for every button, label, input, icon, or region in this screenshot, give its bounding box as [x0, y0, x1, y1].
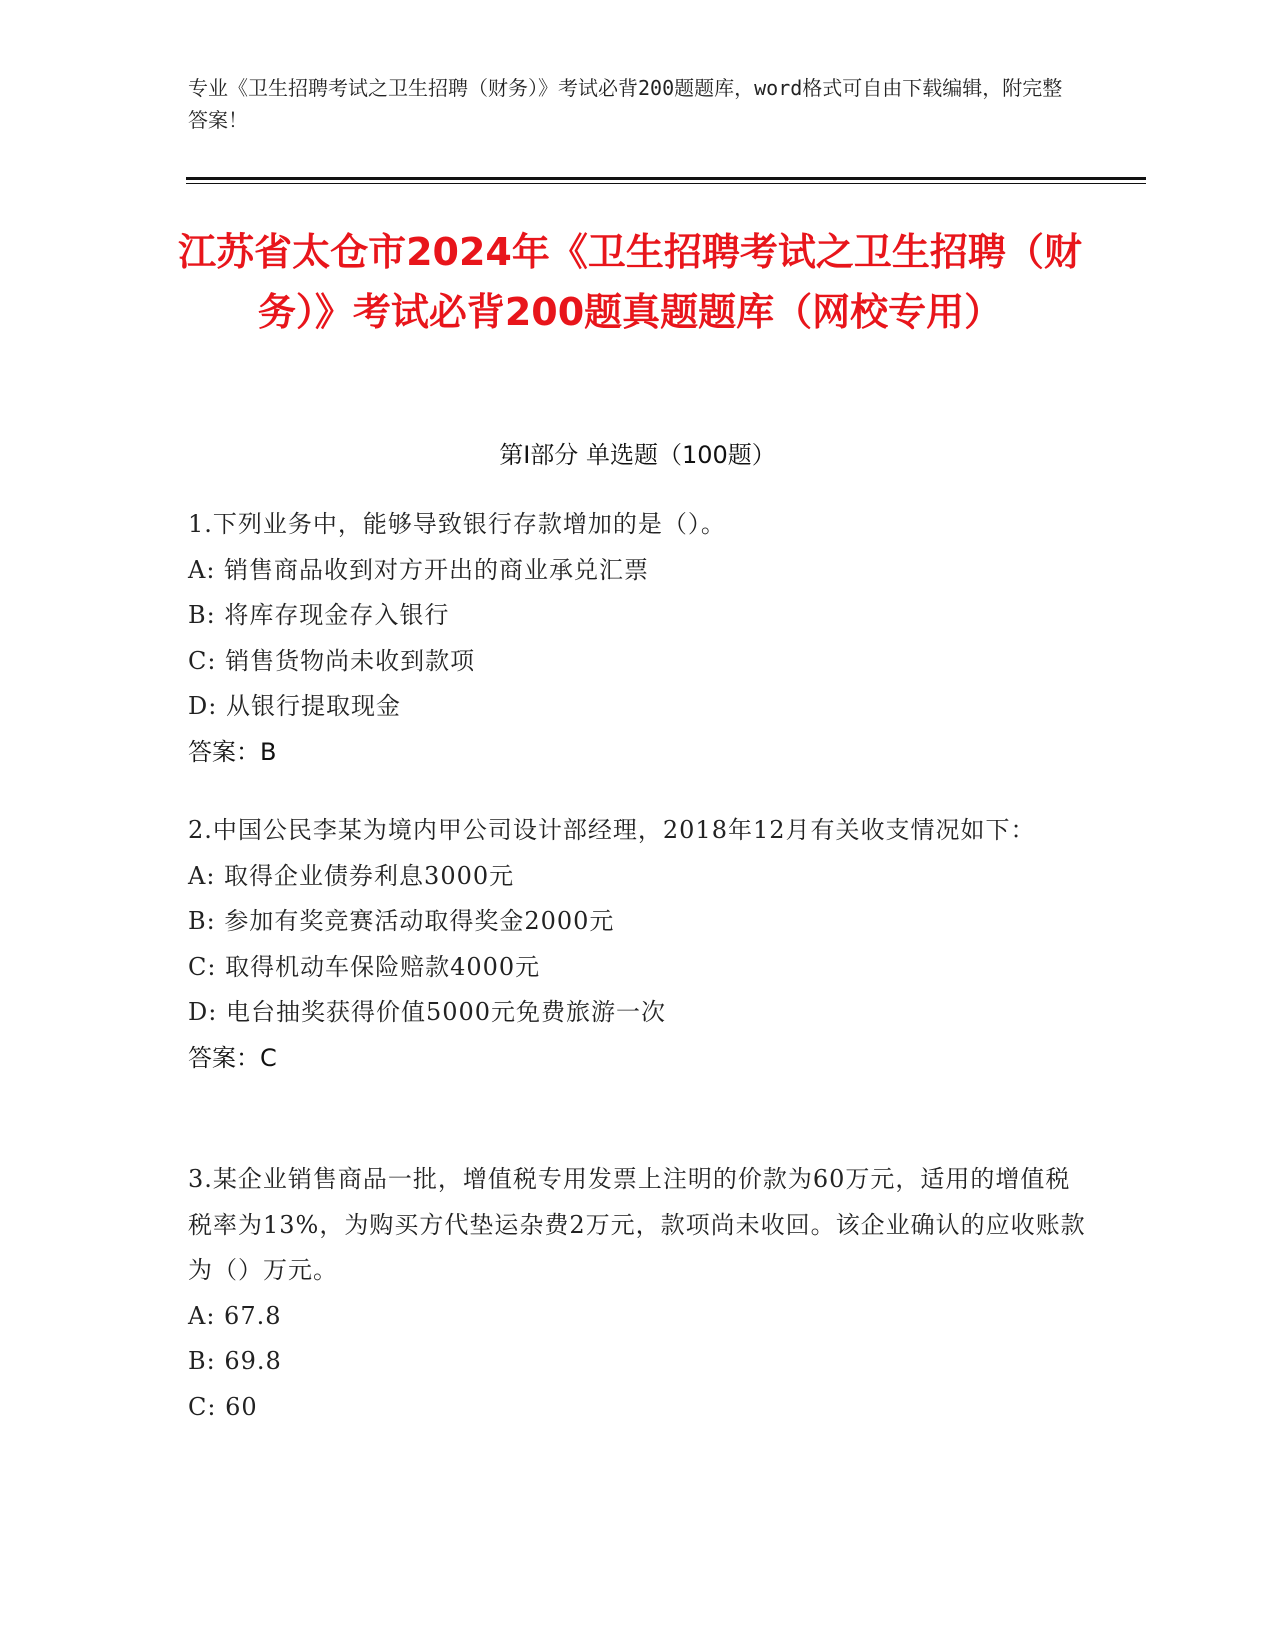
option-a: A: 67.8: [188, 1301, 282, 1330]
option-b: B: 69.8: [188, 1347, 282, 1375]
question-stem: 2.中国公民李某为境内甲公司设计部经理，2018年12月有关收支情况如下：: [188, 816, 1036, 844]
question-stem: 1.下列业务中，能够导致银行存款增加的是（）。: [188, 510, 726, 538]
header-divider-thin: [186, 183, 1146, 184]
document-header-note: 专业《卫生招聘考试之卫生招聘（财务）》考试必背200题题库，word格式可自由下载编辑，附完整答案！: [188, 76, 1063, 132]
document-title: 江苏省太仓市2024年《卫生招聘考试之卫生招聘（财务）》考试必背200题真题题库（网校专用）: [178, 230, 1082, 334]
question-2: [188, 808, 1088, 1081]
option-d: D: 电台抽奖获得价值5000元免费旅游一次: [188, 998, 667, 1026]
question-3: [188, 1157, 1088, 1430]
answer-line: 答案：C: [188, 1043, 277, 1072]
answer-line: 答案：B: [188, 737, 277, 766]
option-c: C: 60: [188, 1392, 258, 1421]
question-stem: 3.某企业销售商品一批，增值税专用发票上注明的价款为60万元，适用的增值税税率为13%，为购买方代垫运杂费2万元，款项尚未收回。该企业确认的应收账款为（）万元。: [188, 1165, 1086, 1284]
option-b: B: 参加有奖竞赛活动取得奖金2000元: [188, 907, 615, 935]
section-heading: 第I部分 单选题（100题）: [499, 441, 776, 469]
question-1: [188, 502, 1088, 775]
option-c: C: 销售货物尚未收到款项: [188, 646, 476, 675]
option-d: D: 从银行提取现金: [188, 692, 401, 720]
option-a: A: 取得企业债券利息3000元: [188, 861, 515, 890]
option-a: A: 销售商品收到对方开出的商业承兑汇票: [188, 555, 650, 584]
option-b: B: 将库存现金存入银行: [188, 601, 450, 629]
header-divider-thick: [186, 177, 1146, 180]
option-c: C: 取得机动车保险赔款4000元: [188, 952, 541, 981]
